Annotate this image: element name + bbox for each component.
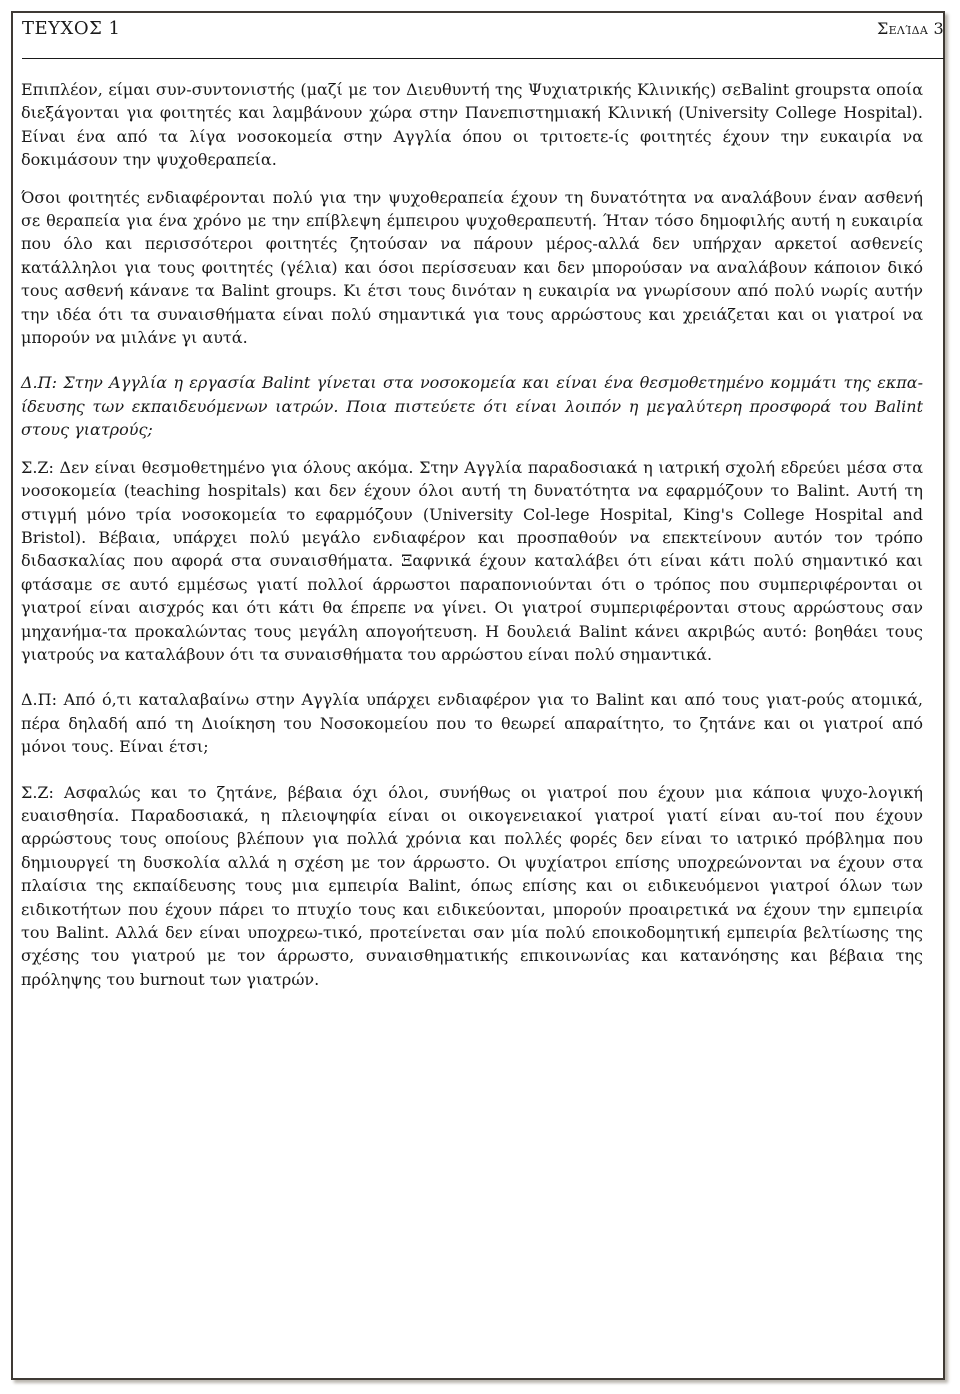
header-divider xyxy=(22,58,944,59)
paragraph-intro: Επιπλέον, είμαι συν-συντονιστής (μαζί με τον Διευθυντή της Ψυχιατρικής Κλινικής) σεBalint groupsτα οποία διεξάγονται για φοιτητές και λαμβάνουν χώρα στην Πανεπιστημιακή Κλινική (University College Hospital). Είναι ένα από τα λίγα νοσοκομεία στην Αγγλία όπου οι τριτοετε-ίς φοιτητές έχουν την ευκαιρία να δοκιμάσουν την ψυχοθεραπεία. xyxy=(21,80,923,170)
answer-2: Σ.Ζ: Ασφαλώς και το ζητάνε, βέβαια όχι όλοι, συνήθως οι γιατροί που έχουν μια κάποια ψυχο-λογική ευαισθησία. Παραδοσιακά, η πλειοψηφία είναι οι οικογενειακοί γιατροί γιατί είναι αυ-τοί που έχουν αρρώστους τους οποίους βλέπουν για πολλά χρόνια και πολλές φορές δεν είναι το ιατρικό πρόβλημα που δημιουργεί τη δυσκολία αλλά η σχέση με τον άρρωστο. Οι ψυχίατροι επίσης υποχρεώνονται να έχουν στα πλαίσια της εκπαίδευσης τους μια εμπειρία Balint, όπως επίσης και οι ειδικευόμενοι γιατροί όλων των ειδικοτήτων που έχουν πάρει το πτυχίο τους και ειδικεύονται, μπορούν προαιρετικά να έχουν την εμπειρία του Balint. Αλλά δεν είναι υποχρεω-τικό, προτείνεται σαν μία πολύ εποικοδομητική εμπειρία βελτίωσης της σχέσης του γιατρού με τον άρρωστο, συναισθηματικής επικοινωνίας και κατανόησης και βέβαια της πρόληψης του burnout των γιατρών. xyxy=(21,782,923,989)
page-number: Σελίδα 3 xyxy=(876,19,944,38)
answer-1: Σ.Ζ: Δεν είναι θεσμοθετημένο για όλους ακόμα. Στην Αγγλία παραδοσιακά η ιατρική σχολή εδρεύει μέσα στα νοσοκομεία (teaching hospitals) και δεν έχουν όλοι αυτή τη δυνατότητα να εφαρμόζουν το Balint. Αυτή τη στιγμή μόνο τρία νοσοκομεία το εφαρμόζουν (University Col-lege Hospital, King's College Hospital and Bristol). Βέβαια, υπάρχει πολύ μεγάλο ενδιαφέρον και προσπαθούν να επεκτείνουν αυτόν τον τρόπο διδασκαλίας που αφορά στα συναισθήματα. Ξαφνικά έχουν καταλάβει ότι είναι κάτι πολύ σημαντικό και φτάσαμε σε αυτό εμμέσως γιατί πολλοί άρρωστοι παραπονιούνται ότι ο τρόπος που συμπεριφέρονται οι γιατροί είναι αισχρός και ότι κάτι θα έπρεπε να γίνει. Οι γιατροί συμπεριφέρονται στους αρρώστους σαν μηχανήμα-τα προκαλώντας τους μεγάλη απογοήτευση. Η δουλειά Balint κάνει ακριβώς αυτό: βοηθάει τους γιατρούς να καταλάβουν ότι τα συναισθήματα του αρρώστου είναι πολύ σημαντικά. xyxy=(21,457,923,664)
question-1: Δ.Π: Στην Αγγλία η εργασία Balint γίνεται στα νοσοκομεία και είναι ένα θεσμοθετημένο κομμάτι της εκπα-ίδευσης των εκπαιδευόμενων ιατρών. Ποια πιστεύετε ότι είναι λοιπόν η μεγαλύτερη προσφορά του Balint στους γιατρούς; xyxy=(21,373,923,440)
paragraph-students: Όσοι φοιτητές ενδιαφέρονται πολύ για την ψυχοθεραπεία έχουν τη δυνατότητα να αναλάβουν έναν ασθενή σε θεραπεία για ένα χρόνο με την επίβλεψη έμπειρου ψυχοθεραπευτή. Ήταν τόσο δημοφιλής αυτή η ευκαιρία που όλο και περισσότεροι φοιτητές ζητούσαν να πάρουν μέρος-αλλά δεν υπήρχαν αρκετοί ασθενείς κατάλληλοι για τους φοιτητές (γέλια) και όσοι περίσσευαν και δεν μπορούσαν να αναλάβουν κάποιον δικό τους ασθενή κάνανε τα Balint groups. Κι έτσι τους δινόταν η ευκαιρία να γνωρίσουν από πολύ νωρίς αυτήν την ιδέα ότι τα συναισθήματα είναι πολύ σημαντικά για τους αρρώστους και χρειάζεται και οι γιατροί να μπορούν να μιλάνε γι αυτά. xyxy=(21,187,923,348)
article-body xyxy=(21,78,923,1005)
page-header xyxy=(22,18,944,46)
issue-label: ΤΕΥΧΟΣ 1 xyxy=(22,18,121,39)
question-2: Δ.Π: Από ό,τι καταλαβαίνω στην Αγγλία υπάρχει ενδιαφέρον για το Balint και από τους γιατ-ρούς ατομικά, πέρα δηλαδή από τη Διοίκηση του Νοσοκομείου που το θεωρεί απαραίτητο, το ζητάνε και οι γιατροί από μόνοι τους. Είναι έτσι; xyxy=(21,690,923,757)
